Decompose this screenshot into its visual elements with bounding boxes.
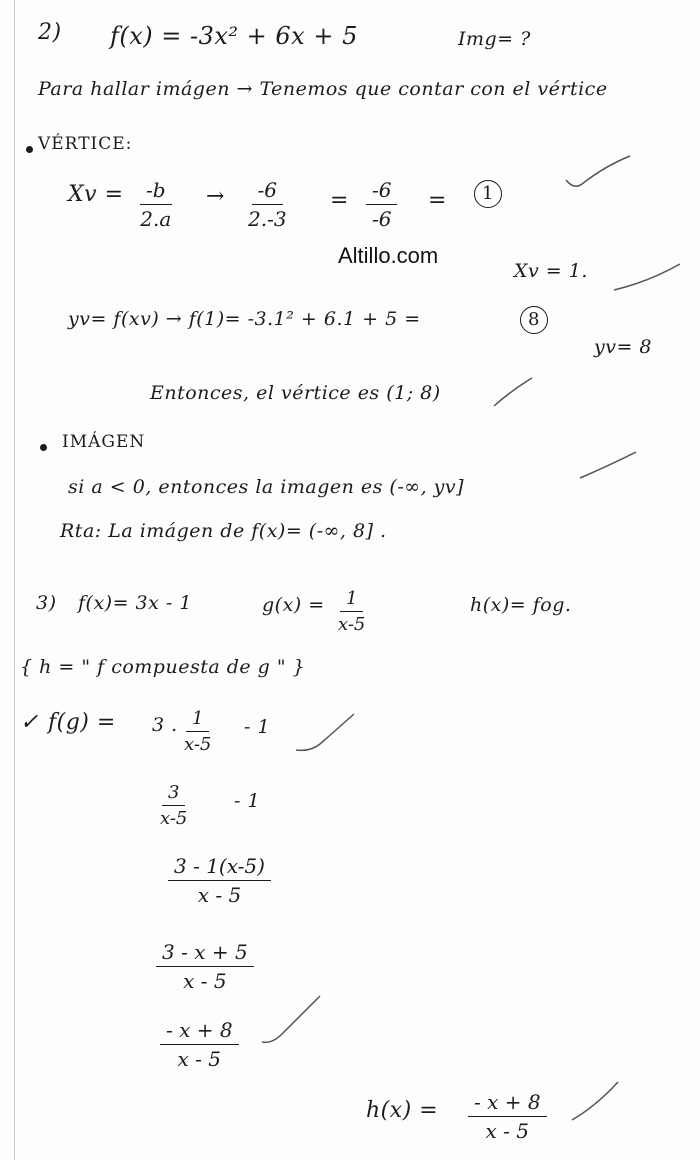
xv-formula-denominator: 2.a bbox=[140, 207, 172, 231]
problem-2-function: f(x) = -3x² + 6x + 5 bbox=[110, 22, 358, 50]
xv-substituted-denominator: 2.-3 bbox=[248, 207, 287, 231]
step2-fraction bbox=[160, 782, 187, 829]
teacher-check-icon bbox=[488, 372, 538, 412]
xv-fraction-formula bbox=[140, 178, 172, 231]
step2-denominator: x-5 bbox=[160, 808, 188, 829]
xv-side-result: Xv = 1. bbox=[514, 260, 588, 282]
xv-arrow: → bbox=[206, 184, 225, 209]
step2-suffix: - 1 bbox=[234, 790, 261, 812]
step3-denominator: x - 5 bbox=[197, 883, 242, 907]
imagen-heading: IMÁGEN bbox=[62, 432, 146, 452]
final-h-label: h(x) = bbox=[366, 1098, 439, 1123]
xv-simplified-numerator: -6 bbox=[366, 178, 397, 205]
watermark-logo: Altillo.com bbox=[338, 243, 439, 268]
step5-denominator: x - 5 bbox=[177, 1047, 222, 1071]
problem-2-answer: Rta: La imágen de f(x)= (-∞, 8] . bbox=[60, 520, 387, 542]
teacher-check-icon bbox=[290, 708, 360, 758]
page-margin-line bbox=[14, 0, 15, 1160]
f-definition: f(x)= 3x - 1 bbox=[78, 592, 192, 614]
step1-denominator: x-5 bbox=[184, 734, 212, 755]
step1-suffix: - 1 bbox=[244, 716, 271, 738]
g-numerator: 1 bbox=[340, 588, 363, 612]
teacher-check-icon bbox=[256, 990, 326, 1050]
final-numerator: - x + 8 bbox=[468, 1090, 547, 1117]
problem-2-img-question: Img= ? bbox=[458, 28, 531, 50]
teacher-check-icon bbox=[574, 446, 644, 486]
imagen-rule: si a < 0, entonces la imagen es (-∞, yv] bbox=[68, 476, 465, 498]
xv-result bbox=[474, 180, 502, 208]
step5-fraction bbox=[160, 1018, 239, 1071]
xv-simplified-denominator: -6 bbox=[372, 207, 392, 231]
vertice-heading: VÉRTICE: bbox=[38, 134, 133, 154]
step1-numerator: 1 bbox=[186, 708, 209, 732]
yv-result-circled: 8 bbox=[520, 306, 548, 334]
step2-numerator: 3 bbox=[162, 782, 185, 806]
yv-result bbox=[520, 306, 548, 334]
fg-label: f(g) = bbox=[48, 710, 116, 735]
step1-prefix: 3 . bbox=[152, 714, 178, 736]
step3-numerator: 3 - 1(x-5) bbox=[168, 854, 271, 881]
problem-3-number: 3) bbox=[36, 592, 57, 614]
problem-2-number: 2) bbox=[38, 20, 62, 45]
xv-label: Xv = bbox=[68, 182, 124, 207]
step1-fraction bbox=[184, 708, 211, 755]
yv-side-result: yv= 8 bbox=[594, 336, 653, 358]
g-denominator: x-5 bbox=[338, 614, 366, 635]
final-denominator: x - 5 bbox=[485, 1119, 530, 1143]
step5-numerator: - x + 8 bbox=[160, 1018, 239, 1045]
xv-substituted-numerator: -6 bbox=[252, 178, 283, 205]
xv-equals-2: = bbox=[428, 188, 447, 213]
xv-equals-1: = bbox=[330, 188, 349, 213]
bullet-vertice bbox=[26, 146, 33, 153]
teacher-check-icon bbox=[608, 258, 688, 298]
final-fraction bbox=[468, 1090, 547, 1143]
vertex-conclusion: Entonces, el vértice es (1; 8) bbox=[150, 382, 441, 404]
h-definition: h(x)= fog. bbox=[470, 594, 572, 616]
step3-fraction bbox=[168, 854, 271, 907]
bullet-imagen bbox=[40, 444, 47, 451]
step4-numerator: 3 - x + 5 bbox=[156, 940, 254, 967]
composition-note: { h = " f compuesta de g " } bbox=[20, 656, 306, 678]
step4-denominator: x - 5 bbox=[183, 969, 227, 993]
teacher-check-icon bbox=[560, 150, 640, 200]
teacher-check-icon bbox=[566, 1076, 626, 1126]
g-fraction bbox=[338, 588, 365, 635]
step4-fraction bbox=[156, 940, 254, 993]
check-mark-icon: ✓ bbox=[20, 710, 39, 735]
problem-2-intro: Para hallar imágen → Tenemos que contar con el vértice bbox=[38, 78, 608, 100]
xv-fraction-substituted bbox=[248, 178, 287, 231]
yv-expression: yv= f(xv) → f(1)= -3.1² + 6.1 + 5 = bbox=[68, 308, 421, 330]
xv-fraction-simplified bbox=[366, 178, 397, 231]
xv-result-circled: 1 bbox=[474, 180, 502, 208]
g-label: g(x) = bbox=[262, 594, 325, 616]
xv-formula-numerator: -b bbox=[140, 178, 172, 205]
